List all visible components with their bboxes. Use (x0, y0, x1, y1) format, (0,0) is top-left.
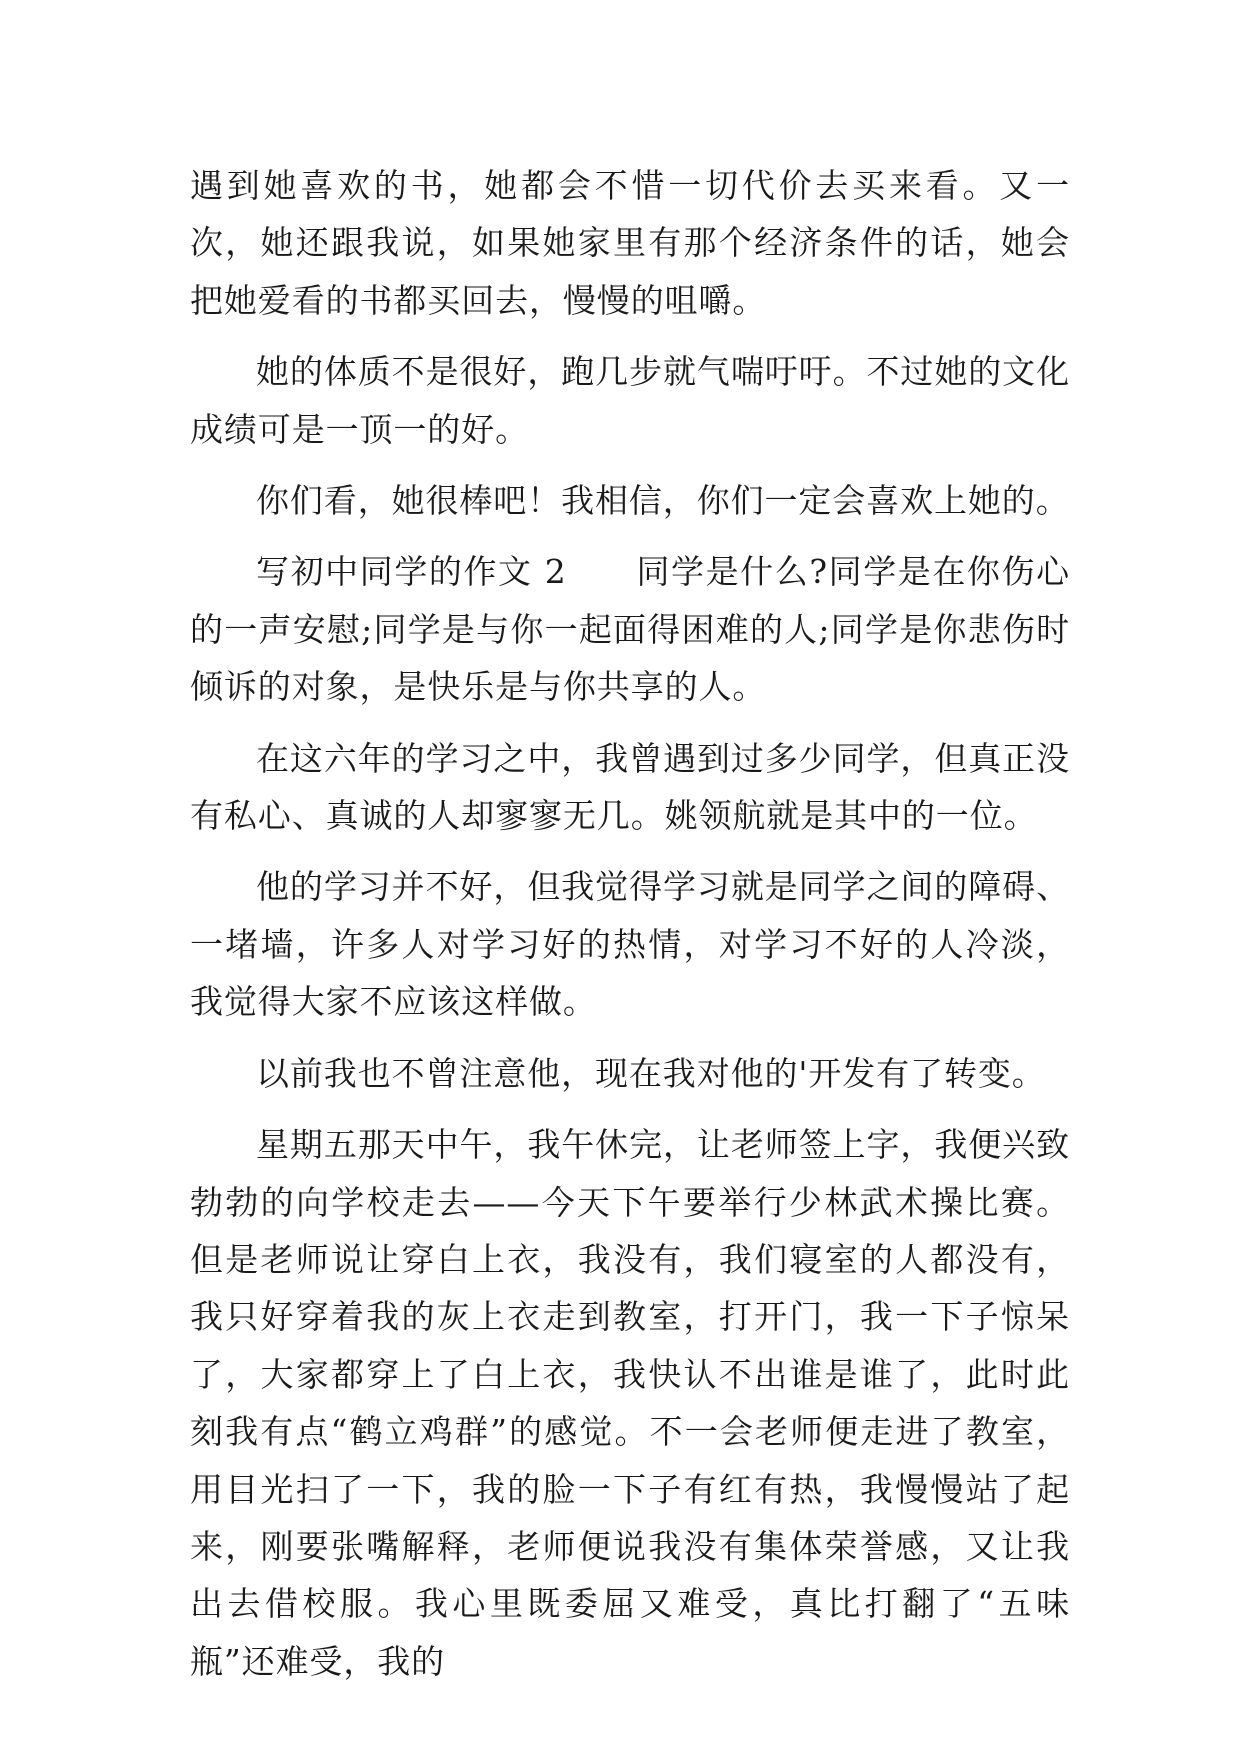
paragraph-2: 她的体质不是很好，跑几步就气喘吁吁。不过她的文化成绩可是一顶一的好。 (190, 352, 1070, 449)
paragraph-6: 他的学习并不好，但我觉得学习就是同学之间的障碍、一堵墙，许多人对学习好的热情，对学习不好的人冷淡，我觉得大家不应该这样做。 (190, 867, 1070, 1022)
paragraph-7: 以前我也不曾注意他，现在我对他的'开发有了转变。 (256, 1053, 1046, 1093)
paragraph-4: 写初中同学的作文 2 同学是什么?同学是在你伤心的一声安慰;同学是与你一起面得困难的人;同学是你悲伤时倾诉的对象，是快乐是与你共享的人。 (190, 552, 1070, 707)
paragraph-8: 星期五那天中午，我午休完，让老师签上字，我便兴致勃勃的向学校走去——今天下午要举行少林武术操比赛。但是老师说让穿白上衣，我没有，我们寝室的人都没有，我只好穿着我的灰上衣走到教室，打开门，我一下子惊呆了，大家都穿上了白上衣，我快认不出谁是谁了，此时此刻我有点“鹤立鸡群”的感觉。不一会老师便走进了教室，用目光扫了一下，我的脸一下子有红有热，我慢慢站了起来，刚要张嘴解释，老师便说我没有集体荣誉感，又让我出去借校服。我心里既委屈又难受，真比打翻了“五味瓶”还难受，我的 (190, 1125, 1070, 1681)
paragraph-5: 在这六年的学习之中，我曾遇到过多少同学，但真正没有私心、真诚的人却寥寥无几。姚领航就是其中的一位。 (190, 738, 1070, 836)
paragraph-1: 遇到她喜欢的书，她都会不惜一切代价去买来看。又一次，她还跟我说，如果她家里有那个经济条件的话，她会把她爱看的书都买回去，慢慢的咀嚼。 (190, 166, 1070, 320)
document-body (190, 157, 1070, 1690)
paragraph-3: 你们看，她很棒吧！我相信，你们一定会喜欢上她的。 (256, 481, 1070, 521)
